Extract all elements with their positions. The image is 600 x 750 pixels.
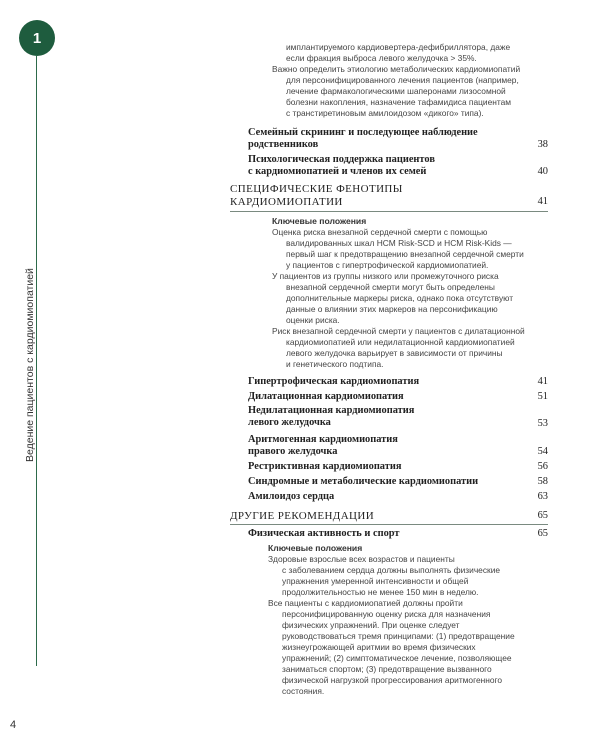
toc-entry-page: 53	[537, 418, 548, 429]
section-heading-phenotypes[interactable]	[230, 183, 548, 209]
text-line: с транстиретиновым амилоидозом «дикого» типа).	[286, 108, 484, 118]
text-line: Здоровые взрослые всех возрастов и пациенты	[268, 554, 455, 564]
text-line: состояния.	[282, 686, 325, 696]
text-line: лечение фармакологическими шаперонами лизосомной	[286, 86, 506, 96]
text-line: Важно определить этиологию метаболических кардиомиопатий	[272, 64, 521, 74]
toc-entry-title: Семейный скрининг и последующее наблюдение	[248, 127, 478, 138]
chapter-side-title-wrap	[24, 262, 38, 462]
toc-entry-page: 58	[537, 476, 548, 487]
key-points-title: Ключевые положения	[268, 543, 363, 553]
key-points-text	[272, 227, 525, 370]
section-heading-other[interactable]	[230, 510, 548, 523]
key-points-text	[268, 554, 515, 697]
text-line: У пациентов из группы низкого или промежуточного риска	[272, 271, 499, 281]
key-points-title: Ключевые положения	[272, 216, 367, 226]
text-line: Все пациенты с кардиомиопатией должны пройти	[268, 598, 463, 608]
text-line: упражнений; (2) симптоматическое лечение, позволяющее	[282, 653, 512, 663]
text-line: валидированных шкал HCM Risk-SCD и HCM Risk-Kids —	[286, 238, 512, 248]
toc-entry-page: 51	[537, 391, 548, 402]
section-rule	[230, 524, 548, 525]
text-line: и генетического подтипа.	[286, 359, 384, 369]
toc-entry-syndromic[interactable]	[248, 476, 548, 488]
toc-entry-amyloidosis[interactable]	[248, 491, 548, 503]
toc-entry-title: Недилатационная кардиомиопатия	[248, 405, 415, 416]
toc-entry-title: Амилоидоз сердца	[248, 491, 335, 502]
toc-entry-page: 56	[537, 461, 548, 472]
toc-entry-page: 38	[537, 139, 548, 150]
text-line: жизнеугрожающей аритмии во время физических	[282, 642, 476, 652]
toc-entry-dcm[interactable]	[248, 391, 548, 403]
toc-entry-ndlvc[interactable]	[248, 405, 548, 429]
toc-entry-hcm[interactable]	[248, 376, 548, 388]
section-heading-text: ДРУГИЕ РЕКОМЕНДАЦИИ	[230, 510, 375, 522]
toc-entry-page: 41	[537, 376, 548, 387]
chapter-number: 1	[32, 29, 42, 47]
text-line: для персонифицированного лечения пациентов (например,	[286, 75, 519, 85]
text-line: оценки риска.	[286, 315, 340, 325]
text-line: если фракция выброса левого желудочка > 35%.	[286, 53, 477, 63]
section-heading-text: СПЕЦИФИЧЕСКИЕ ФЕНОТИПЫ	[230, 183, 403, 195]
text-line: болезни накопления, назначение тафамидиса пациентам	[286, 97, 512, 107]
toc-entry-title: Физическая активность и спорт	[248, 528, 400, 539]
page-number: 4	[10, 719, 17, 731]
section-heading-text: КАРДИОМИОПАТИИ	[230, 196, 343, 208]
toc-entry-title: Аритмогенная кардиомиопатия	[248, 434, 398, 445]
text-line: Риск внезапной сердечной смерти у пациентов с дилатационной	[272, 326, 525, 336]
toc-entry-title: Рестриктивная кардиомиопатия	[248, 461, 402, 472]
toc-entry-arvc[interactable]	[248, 434, 548, 458]
text-line: физических упражнений. При оценке следует	[282, 620, 460, 630]
toc-entry-sport[interactable]	[248, 528, 548, 540]
section-rule	[230, 211, 548, 212]
text-line: данные о влиянии этих маркеров на персонификацию	[286, 304, 498, 314]
toc-entry-title: левого желудочка	[248, 417, 331, 428]
toc-entry-title: Дилатационная кардиомиопатия	[248, 391, 404, 402]
toc-entry-page: 40	[537, 166, 548, 177]
chapter-badge	[19, 20, 55, 56]
toc-entry-title: правого желудочка	[248, 446, 338, 457]
toc-entry-page: 65	[537, 528, 548, 539]
toc-entry-title: родственников	[248, 139, 319, 150]
text-line: руководствоваться тремя принципами: (1) предотвращение	[282, 631, 515, 641]
text-line: с заболеванием сердца должны выполнять физические	[282, 565, 501, 575]
text-line: кардиомиопатией или недилатационной кардиомиопатией	[286, 337, 515, 347]
continued-text	[272, 42, 520, 119]
toc-entry-title: Психологическая поддержка пациентов	[248, 154, 435, 165]
text-line: заниматься спортом; (3) предотвращение вызванного	[282, 664, 492, 674]
toc-entry-psych-support[interactable]	[248, 154, 548, 178]
toc-entry-title: Гипертрофическая кардиомиопатия	[248, 376, 420, 387]
text-line: у пациентов с гипертрофической кардиомиопатией.	[286, 260, 489, 270]
text-line: первый шаг к предотвращению внезапной сердечной смерти	[286, 249, 524, 259]
toc-entry-family-screening[interactable]	[248, 127, 548, 151]
toc-entry-title: с кардиомиопатией и членов их семей	[248, 166, 427, 177]
section-page: 41	[537, 196, 548, 207]
chapter-side-title: Ведение пациентов с кардиомиопатией	[24, 268, 36, 462]
text-line: персонифицированную оценку риска для назначения	[282, 609, 491, 619]
text-line: упражнения умеренной интенсивности и общей	[282, 576, 469, 586]
text-line: физической нагрузкой прогрессирования аритмогенного	[282, 675, 503, 685]
text-line: внезапной сердечной смерти могут быть определены	[286, 282, 495, 292]
text-line: левого желудочка варьирует в зависимости от причины	[286, 348, 503, 358]
toc-entry-title: Синдромные и метаболические кардиомиопатии	[248, 476, 479, 487]
text-line: имплантируемого кардиовертера-дефибриллятора, даже	[286, 42, 511, 52]
section-page: 65	[537, 510, 548, 521]
toc-entry-rcm[interactable]	[248, 461, 548, 473]
toc-entry-page: 54	[537, 446, 548, 457]
text-line: продолжительностью не менее 150 мин в неделю.	[282, 587, 479, 597]
text-line: дополнительные маркеры риска, однако пока отсутствуют	[286, 293, 514, 303]
text-line: Оценка риска внезапной сердечной смерти с помощью	[272, 227, 488, 237]
toc-entry-page: 63	[537, 491, 548, 502]
